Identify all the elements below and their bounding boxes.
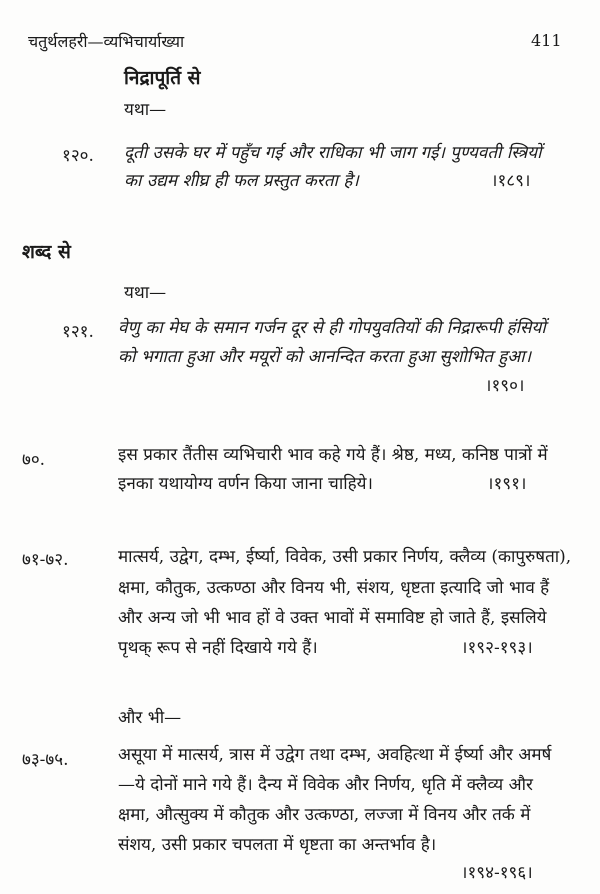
example-number: १२०. <box>62 146 94 166</box>
verse-line: इनका यथायोग्य वर्णन किया जाना चाहिये। <box>118 474 373 494</box>
subheading-shabd: शब्द से <box>22 241 71 263</box>
verse-line: असूया में मात्सर्य, त्रास में उद्वेग तथा दम्भ, अवहित्था में ईर्ष्या और अमर्ष <box>118 745 552 765</box>
verse-reference: ।१९२-१९३। <box>461 638 533 658</box>
yatha-label: यथा— <box>124 283 167 303</box>
subheading-nidrapurti: निद्रापूर्ति से <box>124 67 201 89</box>
yatha-label: यथा— <box>124 100 167 120</box>
example-line: दूती उसके घर में पहुँच गई और राधिका भी जाग गई। पुण्यवती स्त्रियों <box>124 143 542 163</box>
verse-line: पृथक् रूप से नहीं दिखाये गये हैं। <box>118 638 318 658</box>
verse-reference: ।१९४-१९६। <box>461 863 533 883</box>
verse-reference: ।१८९। <box>491 171 531 191</box>
verse-number: ७०. <box>22 450 46 470</box>
verse-reference: ।१९१। <box>487 474 527 494</box>
verse-line: —ये दोनों माने गये हैं। दैन्य में विवेक और निर्णय, धृति में क्लैव्य और <box>118 775 533 795</box>
example-line: का उद्यम शीघ्र ही फल प्रस्तुत करता है। <box>124 171 359 191</box>
verse-line: क्षमा, कौतुक, उत्कण्ठा और विनय भी, संशय, धृष्टता इत्यादि जो भाव हैं <box>118 578 550 598</box>
running-title: चतुर्थलहरी—व्यभिचार्याख्या <box>28 32 185 51</box>
verse-number: ७१-७२. <box>22 550 69 570</box>
verse-line: संशय, उसी प्रकार चपलता में धृष्टता का अन्तर्भाव है। <box>118 835 437 855</box>
verse-line: मात्सर्य, उद्वेग, दम्भ, ईर्ष्या, विवेक, उसी प्रकार निर्णय, क्लैव्य (कापुरुषता), <box>118 547 572 567</box>
aur-bhi-label: और भी— <box>118 708 182 728</box>
verse-reference: ।१९०। <box>485 376 525 396</box>
example-line: को भगाता हुआ और मयूरों को आनन्दित करता हुआ सुशोभित हुआ। <box>118 347 532 367</box>
verse-number: ७३-७५. <box>22 750 69 770</box>
verse-line: और अन्य जो भी भाव हों वे उक्त भावों में समाविष्ट हो जाते हैं, इसलिये <box>118 608 547 628</box>
verse-line: इस प्रकार तैंतीस व्यभिचारी भाव कहे गये हैं। श्रेष्ठ, मध्य, कनिष्ठ पात्रों में <box>118 445 548 465</box>
verse-line: क्षमा, औत्सुक्य में कौतुक और उत्कण्ठा, लज्जा में विनय और तर्क में <box>118 805 531 825</box>
example-number: १२१. <box>62 322 94 342</box>
example-line: वेणु का मेघ के समान गर्जन दूर से ही गोपयुवतियों की निद्रारूपी हंसियों <box>118 318 546 338</box>
page-number: 411 <box>531 31 562 50</box>
